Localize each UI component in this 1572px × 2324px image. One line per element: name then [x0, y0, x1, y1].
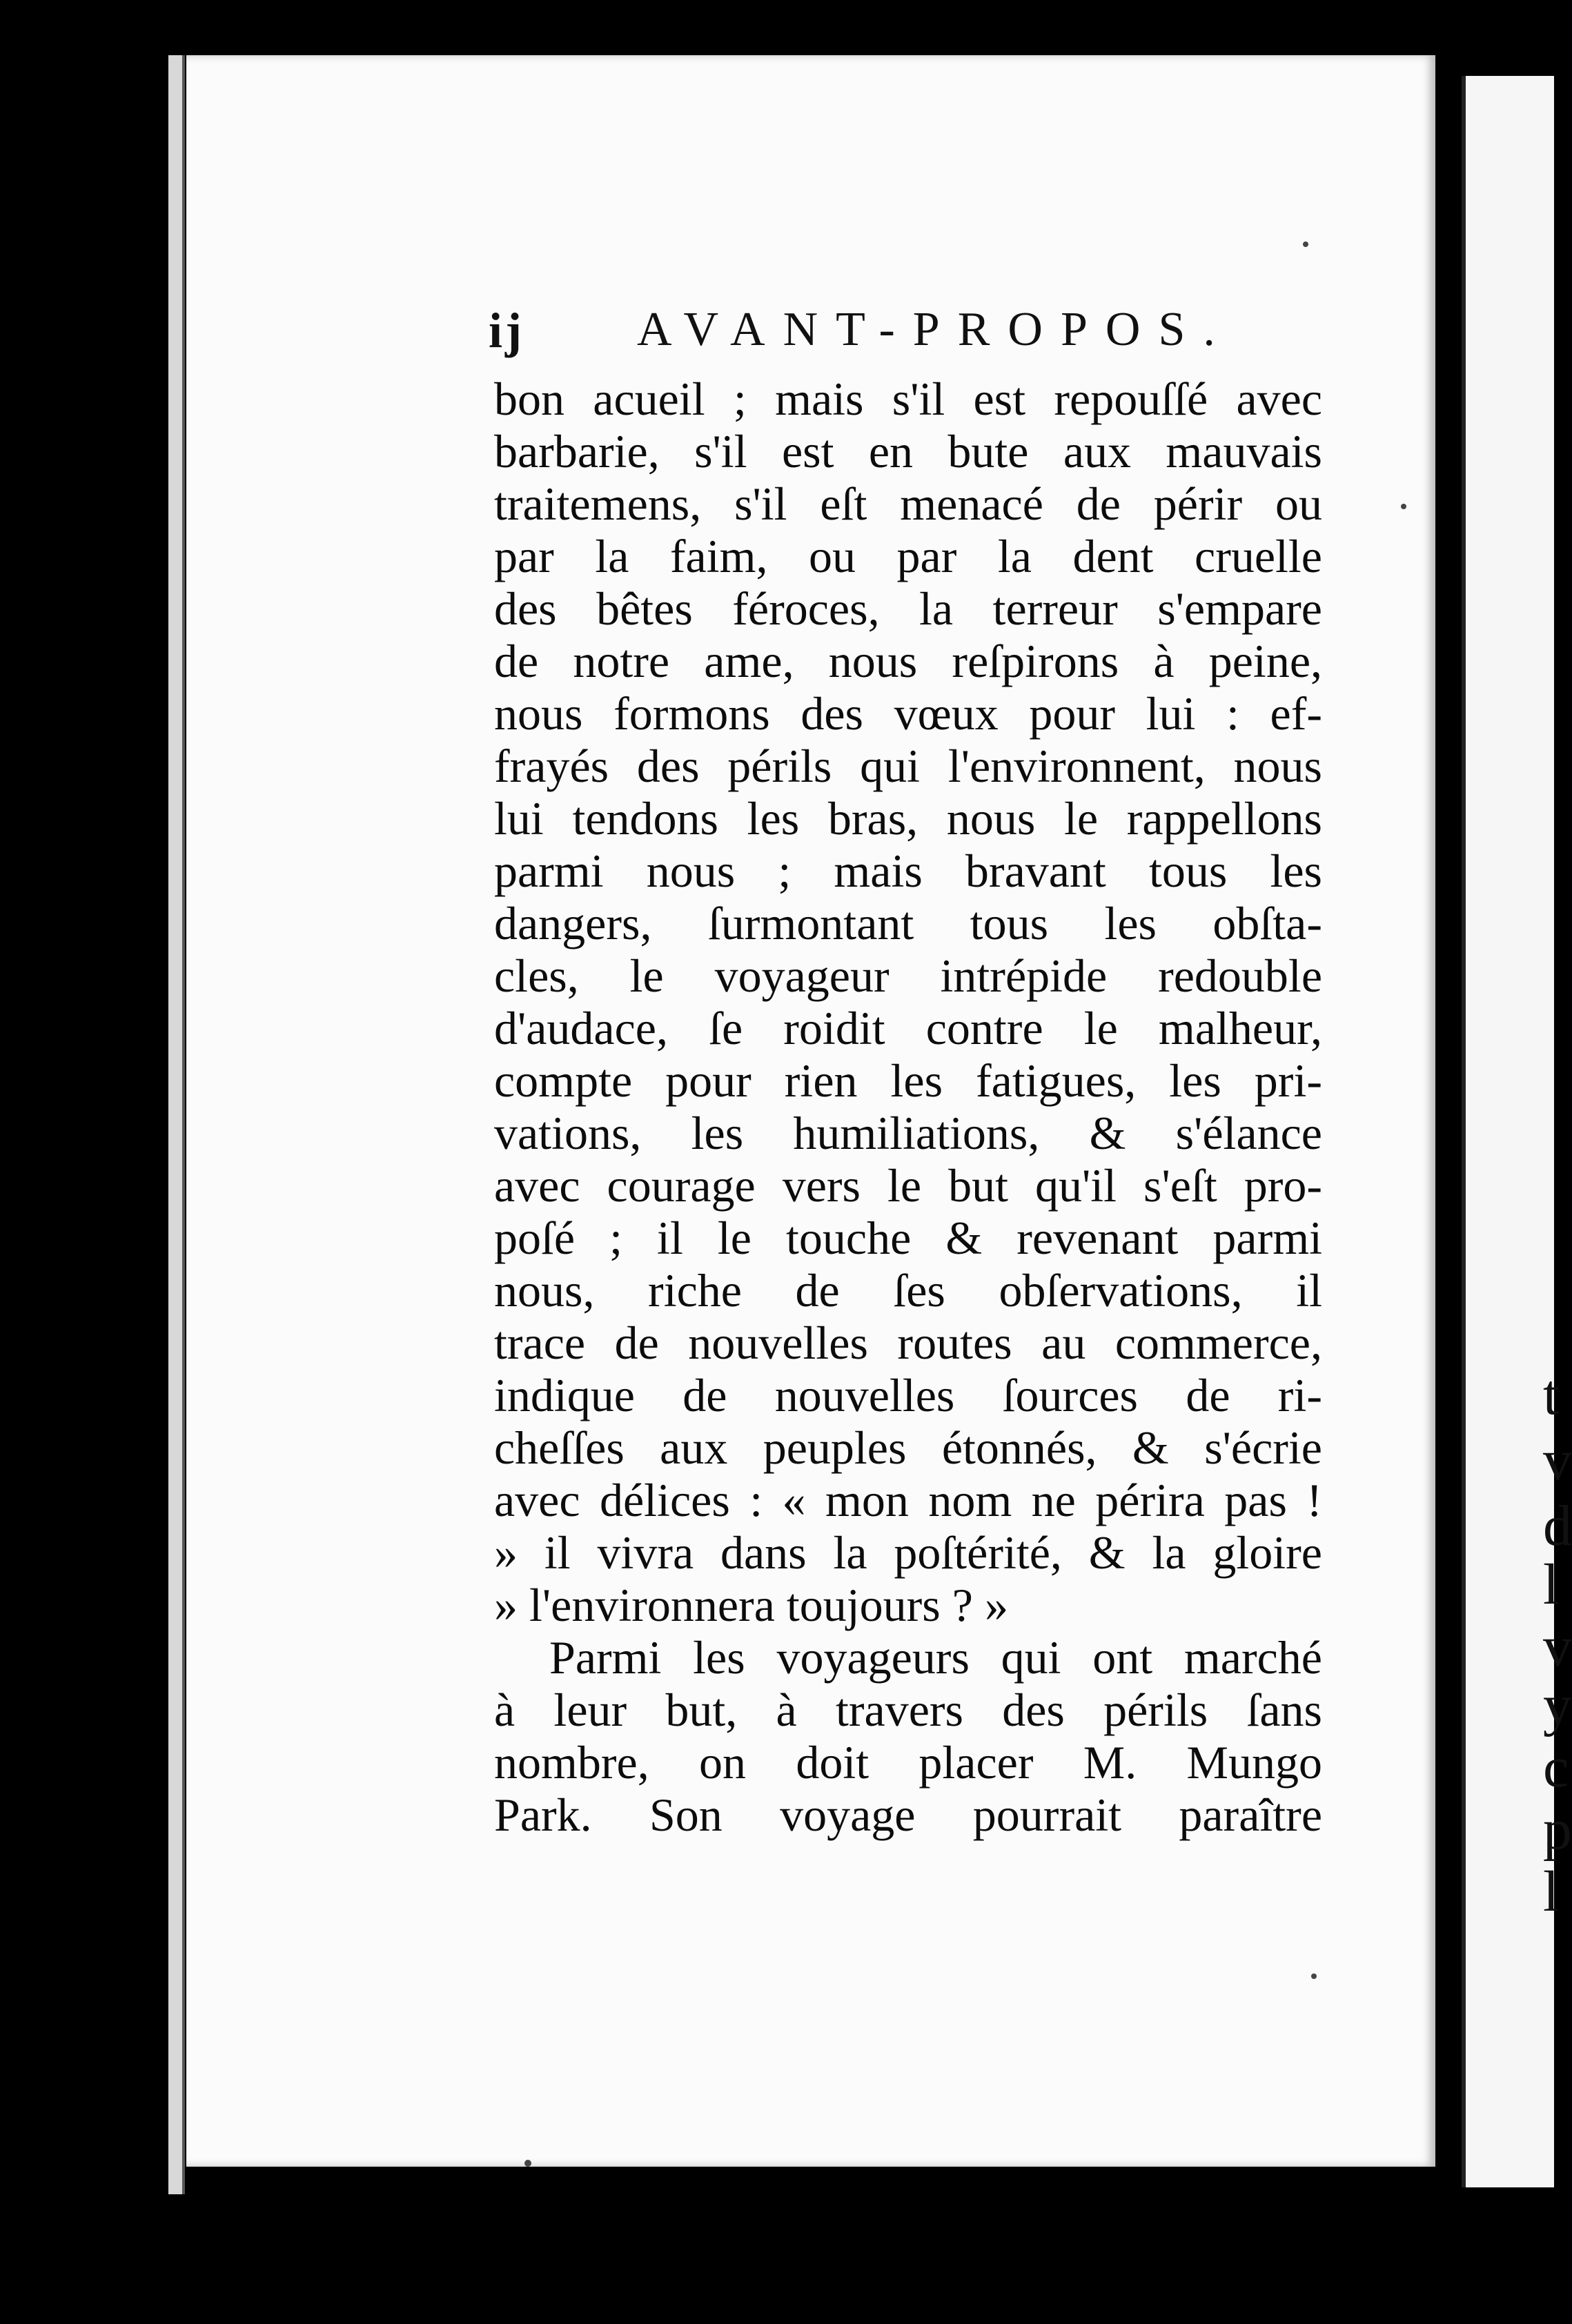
facing-page-letter: d: [1543, 1494, 1572, 1558]
text-line: nous formons des vœux pour lui : ef-: [494, 687, 1322, 740]
text-line: vations, les humiliations, & s'élance: [494, 1107, 1322, 1159]
text-line: nombre, on doit placer M. Mungo: [494, 1736, 1322, 1789]
text-line: dangers, ſurmontant tous les obſta-: [494, 897, 1322, 949]
text-line: barbarie, s'il est en bute aux mauvais: [494, 425, 1322, 477]
text-line: bon acueil ; mais s'il est repouſſé avec: [494, 373, 1322, 425]
text-line: avec délices : « mon nom ne périra pas !: [494, 1474, 1322, 1526]
running-title: AVANT-PROPOS.: [637, 303, 1233, 356]
body-text: [494, 373, 1322, 1856]
text-line: à leur but, à travers des périls ſans: [494, 1684, 1322, 1736]
facing-page-fragment: [1462, 76, 1572, 2187]
facing-page-letter: v: [1543, 1428, 1572, 1493]
text-line: traitemens, s'il eſt menacé de périr ou: [494, 477, 1322, 530]
facing-page-letter: y: [1543, 1673, 1572, 1737]
facing-page-letter: p: [1543, 1798, 1572, 1862]
text-line: par la faim, ou par la dent cruelle: [494, 530, 1322, 582]
facing-page-letter: v: [1543, 1615, 1572, 1679]
text-line: » l'environnera toujours ? »: [494, 1579, 1008, 1631]
text-line: avec courage vers le but qu'il s'eſt pro-: [494, 1159, 1322, 1212]
ink-speck: [1311, 1973, 1317, 1979]
facing-page-letter: l: [1543, 1860, 1560, 1924]
text-line: nous, riche de ſes obſervations, il: [494, 1264, 1322, 1317]
ink-speck: [524, 2160, 531, 2167]
text-line: parmi nous ; mais bravant tous les: [494, 845, 1322, 897]
left-page-edge: [168, 55, 185, 2194]
text-line: Parmi les voyageurs qui ont marché: [549, 1631, 1322, 1684]
text-line: frayés des périls qui l'environnent, nous: [494, 740, 1322, 792]
facing-page-letter: l: [1543, 1553, 1560, 1617]
ink-speck: [1401, 504, 1406, 509]
text-line: poſé ; il le touche & revenant parmi: [494, 1212, 1322, 1264]
text-line: trace de nouvelles routes au commerce,: [494, 1317, 1322, 1369]
text-line: des bêtes féroces, la terreur s'empare: [494, 582, 1322, 635]
text-line: indique de nouvelles ſources de ri-: [494, 1369, 1322, 1421]
text-line: compte pour rien les fatigues, les pri-: [494, 1054, 1322, 1107]
ink-speck: [1303, 242, 1308, 247]
text-line: cheſſes aux peuples étonnés, & s'écrie: [494, 1421, 1322, 1474]
page-number: ij: [489, 303, 524, 358]
facing-page-letter: c: [1543, 1735, 1569, 1800]
text-line: lui tendons les bras, nous le rappellons: [494, 792, 1322, 845]
text-line: Park. Son voyage pourrait paraître: [494, 1789, 1322, 1841]
text-line: d'audace, ſe roidit contre le malheur,: [494, 1002, 1322, 1054]
text-line: » il vivra dans la poſtérité, & la gloire: [494, 1526, 1322, 1579]
page-header: [489, 302, 1317, 364]
facing-page-letter: t: [1543, 1363, 1560, 1427]
text-line: cles, le voyageur intrépide redouble: [494, 949, 1322, 1002]
text-line: de notre ame, nous reſpirons à peine,: [494, 635, 1322, 687]
